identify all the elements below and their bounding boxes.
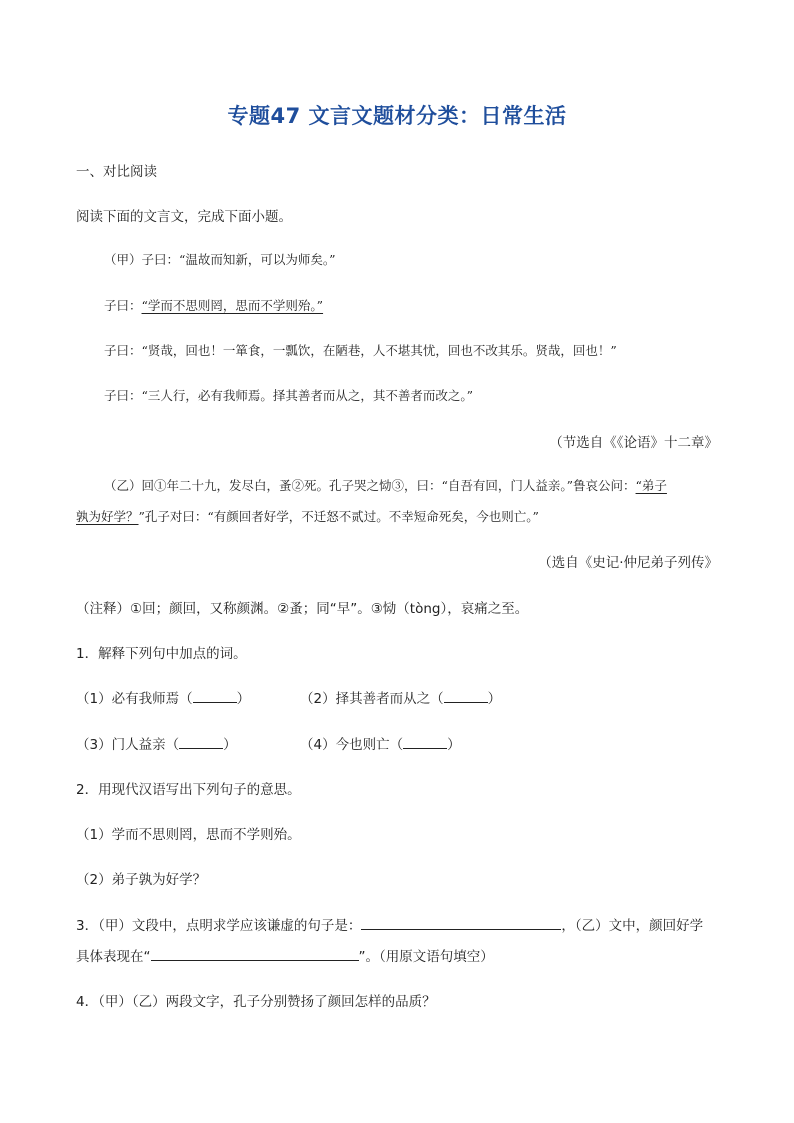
answer-blank[interactable] — [179, 734, 223, 749]
passage-jia-source: （节选自《《论语》十二章》 — [549, 435, 718, 451]
passage-jia-line-2 — [104, 296, 323, 314]
reading-instruction: 阅读下面的文言文，完成下面小题。 — [76, 209, 292, 225]
passage-jia-line-2-prefix: 子曰： — [104, 298, 142, 313]
annotation-notes: （注释）①回；颜回，又称颜渊。②蚤；同“早”。③恸（tòng），哀痛之至。 — [76, 601, 529, 617]
answer-blank-long[interactable] — [151, 946, 359, 961]
passage-jia-line-3: 子曰：“贤哉，回也！一箪食，一瓢饮，在陋巷，人不堪其忧，回也不改其乐。贤哉，回也！” — [104, 343, 617, 358]
passage-yi-underlined-end: 孰为好学？ — [76, 509, 139, 524]
question-1-item-3: （3）门人益亲（ ） — [76, 733, 237, 753]
question-3-line-2: 具体表现在“ ”。（用原文语句填空） — [76, 945, 494, 965]
section-heading: 一、对比阅读 — [76, 164, 157, 180]
passage-jia-line-1: （甲）子曰：“温故而知新，可以为师矣。” — [104, 252, 336, 267]
passage-yi-line-1-text: （乙）回①年二十九，发尽白，蚤②死。孔子哭之恸③，曰：“自吾有回，门人益亲。”鲁哀公问： — [104, 478, 636, 493]
question-1-item-4: （4）今也则亡（ ） — [300, 733, 461, 753]
question-2-item-2: （2）弟子孰为好学？ — [76, 872, 207, 888]
passage-yi-underlined-start: “弟子 — [635, 478, 667, 493]
question-1-item-1: （1）必有我师焉（ ） — [76, 687, 250, 707]
question-4-stem: 4．（甲）（乙）两段文字，孔子分别赞扬了颜回怎样的品质？ — [76, 994, 436, 1010]
passage-yi-line-1 — [104, 476, 667, 494]
passage-yi-source: （选自《史记·仲尼弟子列传》 — [538, 555, 718, 571]
question-1-item-2: （2）择其善者而从之（ ） — [300, 687, 501, 707]
passage-jia-line-4: 子曰：“三人行，必有我师焉。择其善者而从之，其不善者而改之。” — [104, 388, 474, 403]
question-2-stem: 2．用现代汉语写出下列句子的意思。 — [76, 782, 301, 798]
answer-blank[interactable] — [403, 734, 447, 749]
question-3-line-1: 3．（甲）文段中，点明求学应该谦虚的句子是： ，（乙）文中，颜回好学 — [76, 914, 703, 934]
answer-blank-long[interactable] — [361, 915, 561, 930]
page-title: 专题47 文言文题材分类：日常生活 — [227, 104, 567, 128]
question-2-item-1: （1）学而不思则罔，思而不学则殆。 — [76, 827, 301, 843]
passage-jia-underlined-quote: “学而不思则罔，思而不学则殆。” — [141, 298, 324, 313]
answer-blank[interactable] — [193, 688, 237, 703]
passage-yi-line-2-text: ”孔子对曰：“有颜回者好学，不迁怒不贰过。不幸短命死矣，今也则亡。” — [138, 509, 539, 524]
passage-yi-line-2 — [76, 507, 539, 525]
question-1-stem: 1．解释下列句中加点的词。 — [76, 646, 247, 662]
answer-blank[interactable] — [444, 688, 488, 703]
